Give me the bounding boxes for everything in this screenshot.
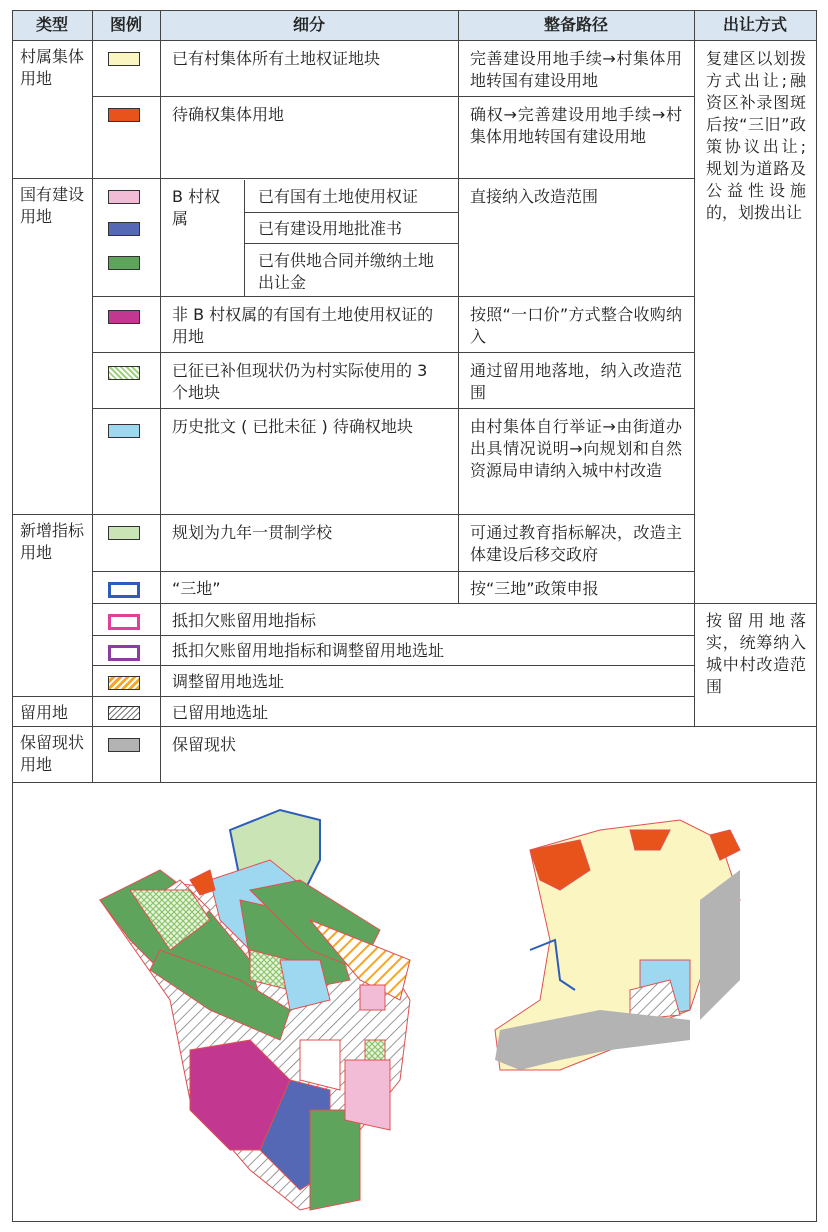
type-keep: 保留现状用地 bbox=[20, 733, 85, 774]
type-reserved: 留用地 bbox=[20, 703, 69, 722]
type-new-quota: 新增指标用地 bbox=[20, 521, 85, 562]
path-r7: 通过留用地落地，纳入改造范围 bbox=[470, 361, 682, 402]
type-collective: 村属集体用地 bbox=[20, 47, 85, 88]
detail-r3: 已有国有土地使用权证 bbox=[258, 187, 419, 206]
detail-r2: 待确权集体用地 bbox=[172, 105, 285, 124]
header-path: 整备路径 bbox=[458, 10, 694, 40]
path-r8: 由村集体自行举证→由街道办出具情况说明→向规划和自然资源局申请纳入城中村改造 bbox=[470, 417, 682, 480]
detail-r14: 已留用地选址 bbox=[172, 703, 269, 722]
detail-r13: 调整留用地选址 bbox=[172, 672, 285, 691]
detail-r9: 规划为九年一贯制学校 bbox=[172, 523, 333, 542]
detail-r4: 已有建设用地批准书 bbox=[258, 219, 403, 238]
detail-r7: 已征已补但现状仍为村实际使用的 3 个地块 bbox=[172, 361, 428, 402]
detail-r11: 抵扣欠账留用地指标 bbox=[172, 611, 317, 630]
detail-r5: 已有供地合同并缴纳土地出让金 bbox=[258, 251, 435, 292]
right-map bbox=[495, 820, 740, 1070]
header-type: 类型 bbox=[12, 10, 92, 40]
method-m2: 按留用地落实，统筹纳入城中村改造范围 bbox=[706, 611, 806, 696]
header-method: 出让方式 bbox=[694, 10, 816, 40]
path-r1: 完善建设用地手续→村集体用地转国有建设用地 bbox=[470, 49, 682, 90]
detail-r12: 抵扣欠账留用地指标和调整留用地选址 bbox=[172, 641, 445, 660]
left-map bbox=[100, 810, 410, 1210]
path-r9: 可通过教育指标解决，改造主体建设后移交政府 bbox=[470, 523, 682, 564]
header-legend: 图例 bbox=[92, 10, 160, 40]
detail-r1: 已有村集体所有土地权证地块 bbox=[172, 49, 381, 68]
detail-r10: “三地” bbox=[172, 579, 221, 598]
detail-r6: 非 B 村权属的有国有土地使用权证的用地 bbox=[172, 305, 434, 346]
path-r3: 直接纳入改造范围 bbox=[470, 187, 599, 206]
path-r6: 按照“一口价”方式整合收购纳入 bbox=[470, 305, 682, 346]
detail-r15: 保留现状 bbox=[172, 735, 237, 754]
header-detail: 细分 bbox=[160, 10, 458, 40]
path-r2: 确权→完善建设用地手续→村集体用地转国有建设用地 bbox=[470, 105, 682, 146]
path-r10: 按“三地”政策申报 bbox=[470, 579, 599, 598]
method-m1: 复建区以划拨方式出让;融资区补录图斑后按“三旧”政策协议出让;规划为道路及公益性设施的，划拨出让 bbox=[706, 49, 806, 222]
detail-r8: 历史批文 ( 已批未征 ) 待确权地块 bbox=[172, 417, 413, 436]
detail-b-owner: B 村权属 bbox=[172, 187, 221, 228]
type-state: 国有建设用地 bbox=[20, 185, 85, 226]
